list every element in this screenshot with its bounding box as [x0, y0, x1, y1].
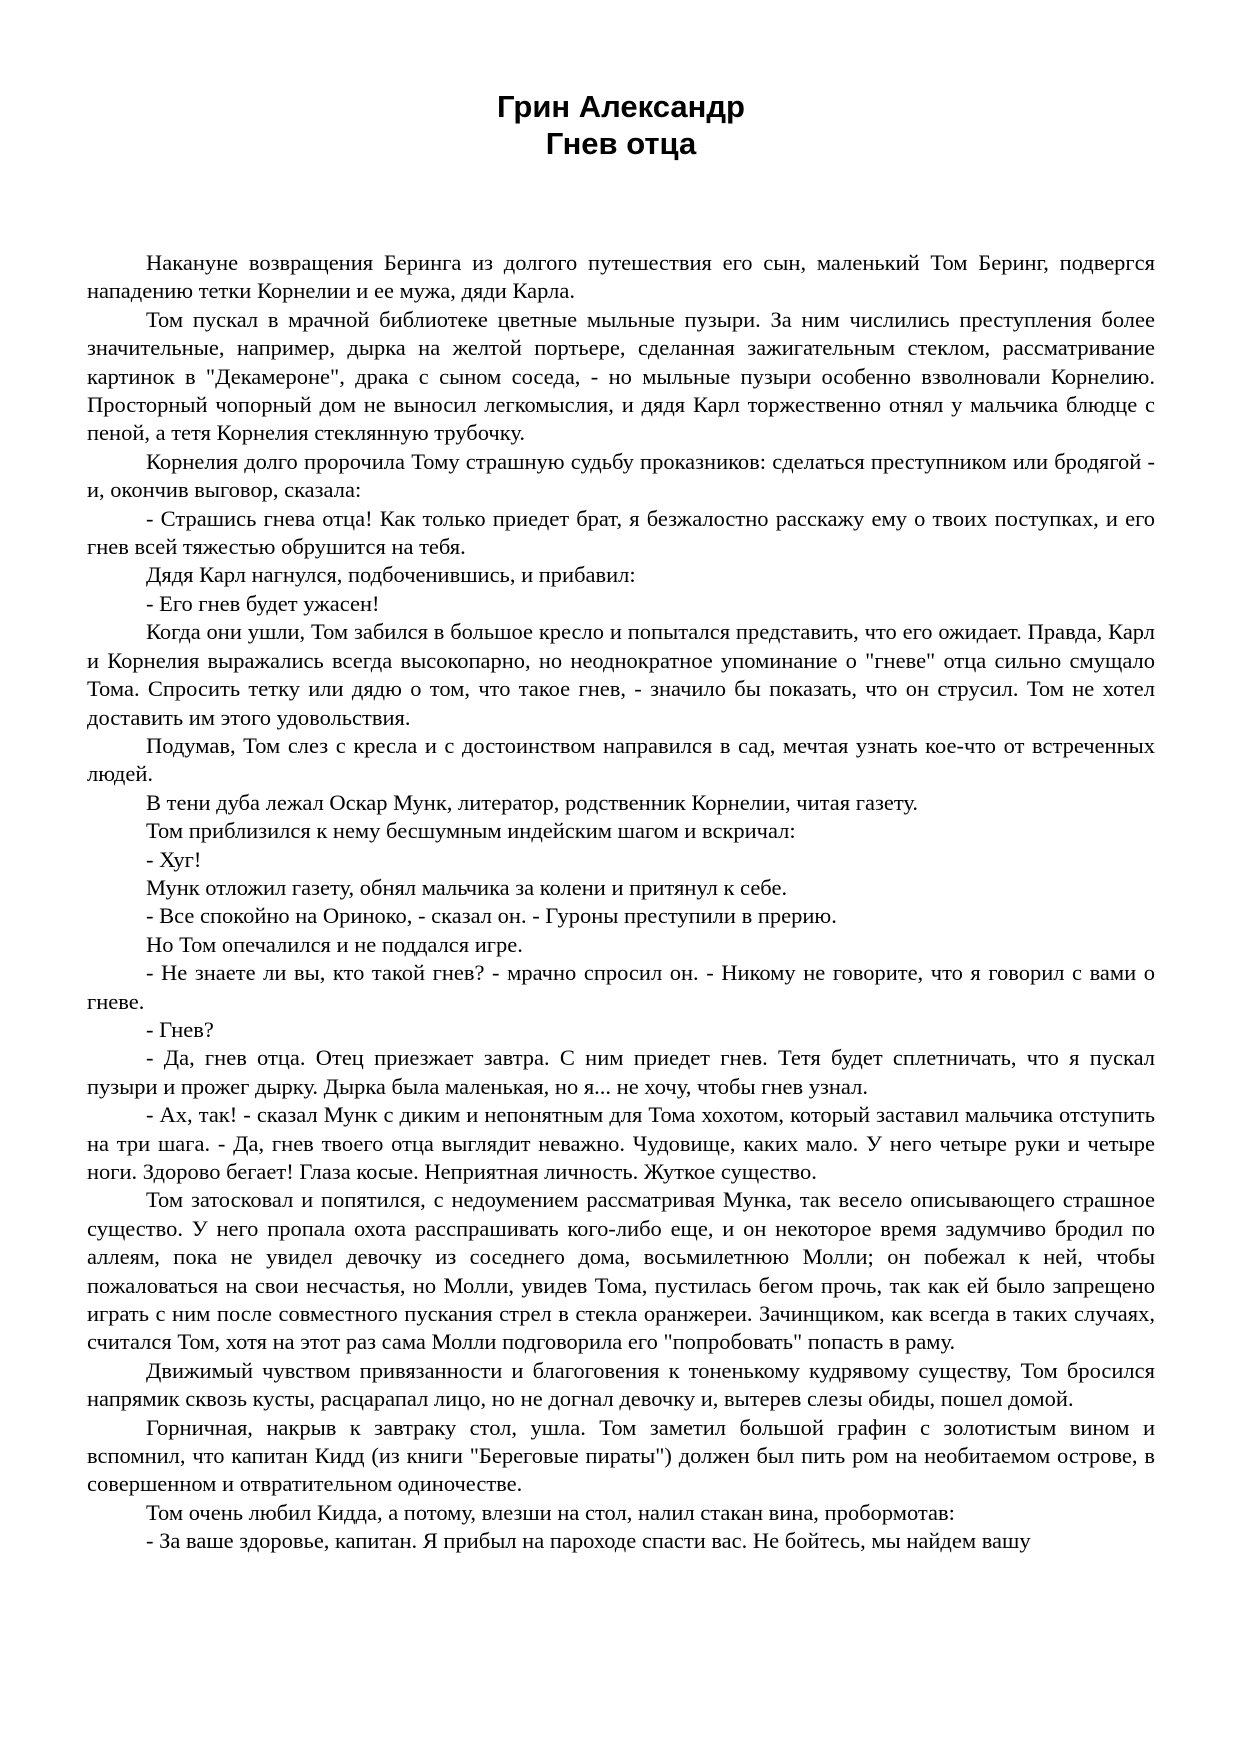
paragraph: Мунк отложил газету, обнял мальчика за колени и притянул к себе.	[146, 874, 788, 900]
paragraph: Но Том опечалился и не поддался игре.	[146, 931, 523, 957]
paragraph: Горничная, накрыв к завтраку стол, ушла. Том заметил большой графин с золотистым вином и вспомнил, что капитан Кидд (из книги "Береговые пираты") должен был пить ром на необитаемом острове, в совершенном и отвратительном одиночестве.	[87, 1414, 1155, 1497]
paragraph: Том приблизился к нему бесшумным индейским шагом и вскричал:	[146, 818, 796, 844]
paragraph: - Гнев?	[146, 1016, 214, 1042]
paragraph: Том очень любил Кидда, а потому, влезши на стол, налил стакан вина, пробормотав:	[146, 1499, 955, 1525]
paragraph: - Да, гнев отца. Отец приезжает завтра. С ним приедет гнев. Тетя будет сплетничать, что я пускал пузыри и прожег дырку. Дырка была маленькая, но я... не хочу, чтобы гнев узнал.	[87, 1045, 1155, 1099]
author-heading: Грин Александр	[497, 89, 745, 124]
story-title: Гнев отца	[545, 126, 697, 161]
story-text	[87, 249, 1155, 1556]
paragraph: - Ах, так! - сказал Мунк с диким и непонятным для Тома хохотом, который заставил мальчика отступить на три шага. - Да, гнев твоего отца выглядит неважно. Чудовище, каких мало. У него четыре руки и четыре ноги. Здорово бегает! Глаза косые. Неприятная личность. Жуткое существо.	[87, 1102, 1155, 1184]
paragraph: Дядя Карл нагнулся, подбоченившись, и прибавил:	[146, 562, 636, 588]
paragraph: - Его гнев будет ужасен!	[146, 590, 380, 616]
paragraph: Движимый чувством привязанности и благоговения к тоненькому кудрявому существу, Том бросился напрямик сквозь кусты, расцарапал лицо, но не догнал девочку и, вытерев слезы обиды, пошел домой.	[87, 1357, 1155, 1412]
paragraph: Том пускал в мрачной библиотеке цветные мыльные пузыри. За ним числились преступления более значительные, например, дырка на желтой портьере, сделанная зажигательным стеклом, рассматривание картинок в "Декамероне", драка с сыном соседа, - но мыльные пузыри особенно взволновали Корнелию. Просторный чопорный дом не выносил легкомыслия, и дядя Карл торжественно отнял у мальчика блюдце с пеной, а тетя Корнелия стеклянную трубочку.	[87, 306, 1155, 446]
paragraph: Когда они ушли, Том забился в большое кресло и попытался представить, что его ожидает. Правда, Карл и Корнелия выражались всегда высокопарно, но неоднократное упоминание о "гневе" отца сильно смущало Тома. Спросить тетку или дядю о том, что такое гнев, - значило бы показать, что он струсил. Том не хотел доставить им этого удовольствия.	[87, 619, 1155, 730]
paragraph: Подумав, Том слез с кресла и с достоинством направился в сад, мечтая узнать кое-что от встреченных людей.	[87, 732, 1155, 787]
paragraph: - Страшись гнева отца! Как только приедет брат, я безжалостно расскажу ему о твоих поступках, и его гнев всей тяжестью обрушится на тебя.	[87, 505, 1155, 560]
paragraph: - Хуг!	[146, 846, 202, 872]
paragraph: В тени дуба лежал Оскар Мунк, литератор, родственник Корнелии, читая газету.	[146, 789, 918, 815]
paragraph: Накануне возвращения Беринга из долгого путешествия его сын, маленький Том Беринг, подвергся нападению тетки Корнелии и ее мужа, дяди Карла.	[87, 250, 1155, 304]
paragraph: Корнелия долго пророчила Тому страшную судьбу проказников: сделаться преступником или бродягой - и, окончив выговор, сказала:	[87, 448, 1155, 503]
paragraph: - Не знаете ли вы, кто такой гнев? - мрачно спросил он. - Никому не говорите, что я говорил с вами о гневе.	[87, 960, 1155, 1014]
paragraph: - За ваше здоровье, капитан. Я прибыл на пароходе спасти вас. Не бойтесь, мы найдем вашу	[146, 1528, 1031, 1554]
paragraph: Том затосковал и попятился, с недоумением рассматривая Мунка, так весело описывающего страшное существо. У него пропала охота расспрашивать кого-либо еще, и он некоторое время задумчиво бродил по аллеям, пока не увидел девочку из соседнего дома, восьмилетнюю Молли; он побежал к ней, чтобы пожаловаться на свои несчастья, но Молли, увидев Тома, пустилась бегом прочь, так как ей было запрещено играть с ним после совместного пускания стрел в стекла оранжереи. Зачинщиком, как всегда в таких случаях, считался Том, хотя на этот раз сама Молли подговорила его "попробовать" попасть в раму.	[87, 1187, 1155, 1355]
paragraph: - Все спокойно на Ориноко, - сказал он. - Гуроны преступили в прерию.	[146, 903, 837, 929]
title-block	[0, 88, 1242, 162]
